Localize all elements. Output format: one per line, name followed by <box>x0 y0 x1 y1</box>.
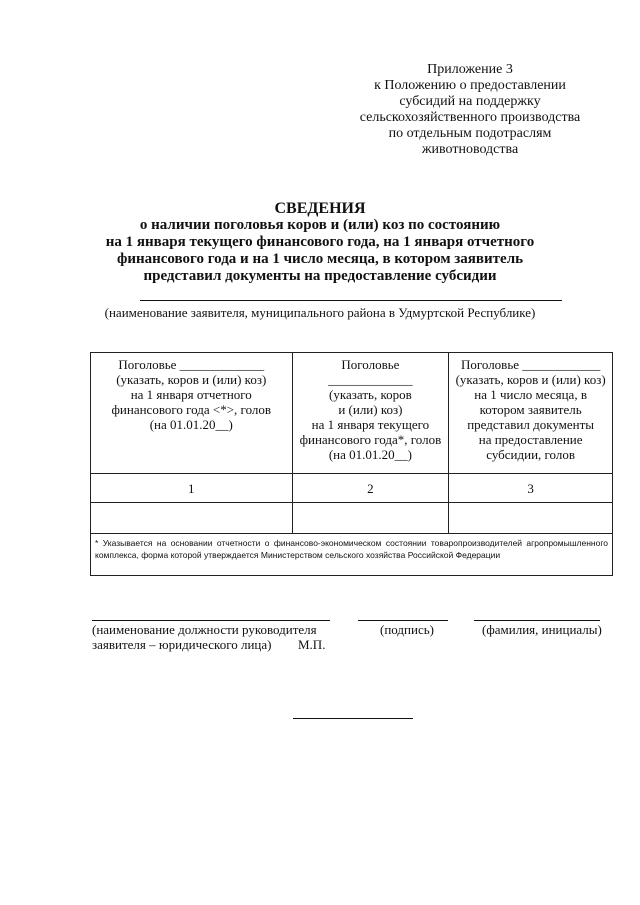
livestock-table <box>90 352 613 576</box>
table-number-row <box>91 474 613 503</box>
header-text: субсидии, голов <box>486 447 576 462</box>
header-text: (указать, коров <box>329 387 412 402</box>
appendix-line: сельскохозяйственного производства <box>359 110 581 125</box>
position-caption-line: (наименование должности руководителя <box>92 622 317 637</box>
applicant-caption: (наименование заявителя, муниципального района в Удмуртской Республике) <box>104 305 536 320</box>
document-title <box>60 200 580 285</box>
header-text: (указать, коров и (или) коз) <box>116 372 267 387</box>
column-number-3: 3 <box>449 474 613 503</box>
header-text: котором заявитель <box>479 402 582 417</box>
column-number-2: 2 <box>292 474 449 503</box>
position-line[interactable] <box>92 620 330 621</box>
title-line: о наличии поголовья коров и (или) коз по состоянию <box>139 217 501 233</box>
appendix-line: животноводства <box>421 142 519 157</box>
title-line: на 1 января текущего финансового года, на 1 января отчетного <box>105 234 535 250</box>
title-heading: СВЕДЕНИЯ <box>274 200 366 217</box>
appendix-block <box>340 62 600 158</box>
column-header-1 <box>91 353 293 474</box>
footnote: * Указывается на основании отчетности о финансово-экономическом состоянии товаропроизводителей агропромышленного комплекса, форма которой утверждается Министерством сельского хозяйства Российской Федерации <box>91 534 613 576</box>
column-header-2 <box>292 353 449 474</box>
title-line: представил документы на предоставление субсидии <box>143 268 497 284</box>
header-text: (на 01.01.20__) <box>149 417 233 432</box>
header-text: на 1 января отчетного <box>130 387 252 402</box>
signature-line[interactable] <box>358 620 448 621</box>
data-cell-2[interactable] <box>292 503 449 534</box>
header-text: представил документы <box>467 417 595 432</box>
header-text: (на 01.01.20__) <box>328 447 412 462</box>
appendix-line: Приложение 3 <box>427 62 513 77</box>
table-header-row <box>91 353 613 474</box>
appendix-line: по отдельным подотраслям <box>388 126 552 141</box>
header-text: и (или) коз) <box>338 402 403 417</box>
data-cell-3[interactable] <box>449 503 613 534</box>
header-text: на 1 число месяца, в <box>474 387 587 402</box>
table-footnote-row <box>91 534 613 576</box>
appendix-line: к Положению о предоставлении <box>374 78 566 93</box>
stamp-label: М.П. <box>298 637 326 652</box>
applicant-name-line[interactable] <box>140 300 562 301</box>
position-caption-line <box>92 637 326 652</box>
column-header-3 <box>449 353 613 474</box>
header-text: финансового года <*>, голов <box>111 402 272 417</box>
header-text: Поголовье _____________ <box>118 357 265 372</box>
signature-caption: (подпись) <box>380 622 434 637</box>
header-text: Поголовье _____________ <box>328 357 413 387</box>
title-line: финансового года и на 1 число месяца, в котором заявитель <box>116 251 524 267</box>
table-data-row <box>91 503 613 534</box>
name-caption: (фамилия, инициалы) <box>482 622 602 637</box>
header-text: финансового года*, голов <box>299 432 442 447</box>
appendix-line: субсидий на поддержку <box>399 94 541 109</box>
header-text: (указать, коров и (или) коз) <box>455 372 606 387</box>
data-cell-1[interactable] <box>91 503 293 534</box>
header-text: на 1 января текущего <box>311 417 430 432</box>
position-caption <box>92 622 326 652</box>
name-line[interactable] <box>474 620 600 621</box>
column-number-1: 1 <box>91 474 293 503</box>
position-caption-line2: заявителя – юридического лица) <box>92 637 272 652</box>
header-text: на предоставление <box>478 432 583 447</box>
header-text: Поголовье ____________ <box>460 357 601 372</box>
bottom-separator <box>293 718 413 719</box>
